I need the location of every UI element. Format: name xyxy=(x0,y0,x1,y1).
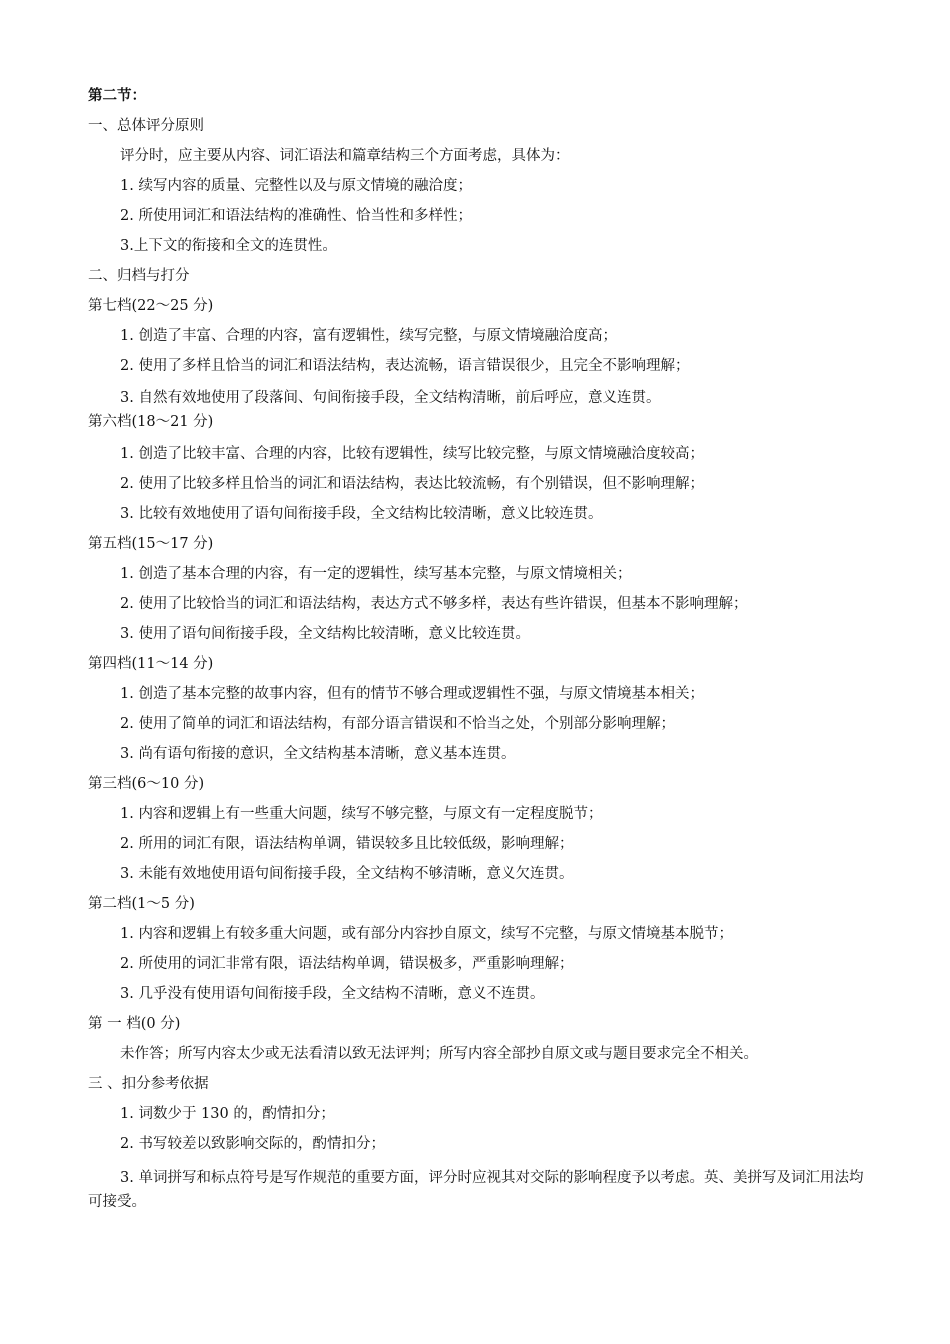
grade-title: 第六档(18～21 分) xyxy=(88,414,214,430)
grade-title: 第三档(6～10 分) xyxy=(88,776,205,792)
grade-item: 1. 内容和逻辑上有一些重大问题，续写不够完整，与原文有一定程度脱节； xyxy=(120,806,603,822)
grade-item: 3. 尚有语句衔接的意识，全文结构基本清晰，意义基本连贯。 xyxy=(120,746,516,762)
grade-title: 第二档(1～5 分) xyxy=(88,896,195,912)
grade-title: 第七档(22～25 分) xyxy=(88,298,214,314)
grade-item: 3. 自然有效地使用了段落间、句间衔接手段，全文结构清晰，前后呼应，意义连贯。 xyxy=(120,390,661,406)
part1-item: 1. 续写内容的质量、完整性以及与原文情境的融洽度； xyxy=(120,178,472,194)
part1-intro: 评分时，应主要从内容、词汇语法和篇章结构三个方面考虑，具体为： xyxy=(120,148,570,164)
grade-item: 2. 使用了多样且恰当的词汇和语法结构，表达流畅，语言错误很少，且完全不影响理解； xyxy=(120,358,690,374)
grade-title: 第四档(11～14 分) xyxy=(88,656,214,672)
grade-item: 1. 内容和逻辑上有较多重大问题，或有部分内容抄自原文，续写不完整，与原文情境基本脱节； xyxy=(120,926,733,942)
part3-item: 1. 词数少于 130 的，酌情扣分； xyxy=(120,1106,335,1122)
part2-heading: 二、归档与打分 xyxy=(88,268,190,284)
grade-item: 1. 创造了比较丰富、合理的内容，比较有逻辑性，续写比较完整，与原文情境融洽度较高； xyxy=(120,446,704,462)
grade-title: 第 一 档(0 分) xyxy=(88,1016,181,1032)
part1-item: 3.上下文的衔接和全文的连贯性。 xyxy=(120,238,337,254)
part3-item: 3. 单词拼写和标点符号是写作规范的重要方面，评分时应视其对交际的影响程度予以考虑。英、美拼写及词汇用法均可接受。 xyxy=(88,1170,864,1210)
grade-item: 2. 所用的词汇有限，语法结构单调，错误较多且比较低级，影响理解； xyxy=(120,836,574,852)
section-title: 第二节： xyxy=(88,87,146,104)
grade-item: 3. 比较有效地使用了语句间衔接手段，全文结构比较清晰，意义比较连贯。 xyxy=(120,506,603,522)
part1-item: 2. 所使用词汇和语法结构的准确性、恰当性和多样性； xyxy=(120,208,472,224)
grade-item: 2. 使用了比较多样且恰当的词汇和语法结构，表达比较流畅，有个别错误，但不影响理解； xyxy=(120,476,704,492)
grade-one-text: 未作答；所写内容太少或无法看清以致无法评判；所写内容全部抄自原文或与题目要求完全不相关。 xyxy=(120,1046,758,1062)
grade-item: 1. 创造了基本完整的故事内容，但有的情节不够合理或逻辑性不强，与原文情境基本相关； xyxy=(120,686,704,702)
grade-item: 3. 使用了语句间衔接手段，全文结构比较清晰，意义比较连贯。 xyxy=(120,626,530,642)
grade-item: 3. 几乎没有使用语句间衔接手段，全文结构不清晰，意义不连贯。 xyxy=(120,986,545,1002)
grade-item: 2. 使用了简单的词汇和语法结构，有部分语言错误和不恰当之处，个别部分影响理解； xyxy=(120,716,675,732)
grade-title: 第五档(15～17 分) xyxy=(88,536,214,552)
part3-item: 2. 书写较差以致影响交际的，酌情扣分； xyxy=(120,1136,385,1152)
grade-item: 2. 使用了比较恰当的词汇和语法结构，表达方式不够多样，表达有些许错误，但基本不影响理解； xyxy=(120,596,748,612)
part3-heading: 三 、扣分参考依据 xyxy=(88,1076,209,1092)
grade-item: 3. 未能有效地使用语句间衔接手段，全文结构不够清晰，意义欠连贯。 xyxy=(120,866,574,882)
grade-item: 1. 创造了基本合理的内容，有一定的逻辑性，续写基本完整，与原文情境相关； xyxy=(120,566,632,582)
grade-item: 2. 所使用的词汇非常有限，语法结构单调，错误极多，严重影响理解； xyxy=(120,956,574,972)
grade-item: 1. 创造了丰富、合理的内容，富有逻辑性，续写完整，与原文情境融洽度高； xyxy=(120,328,617,344)
part1-heading: 一、总体评分原则 xyxy=(88,118,204,134)
